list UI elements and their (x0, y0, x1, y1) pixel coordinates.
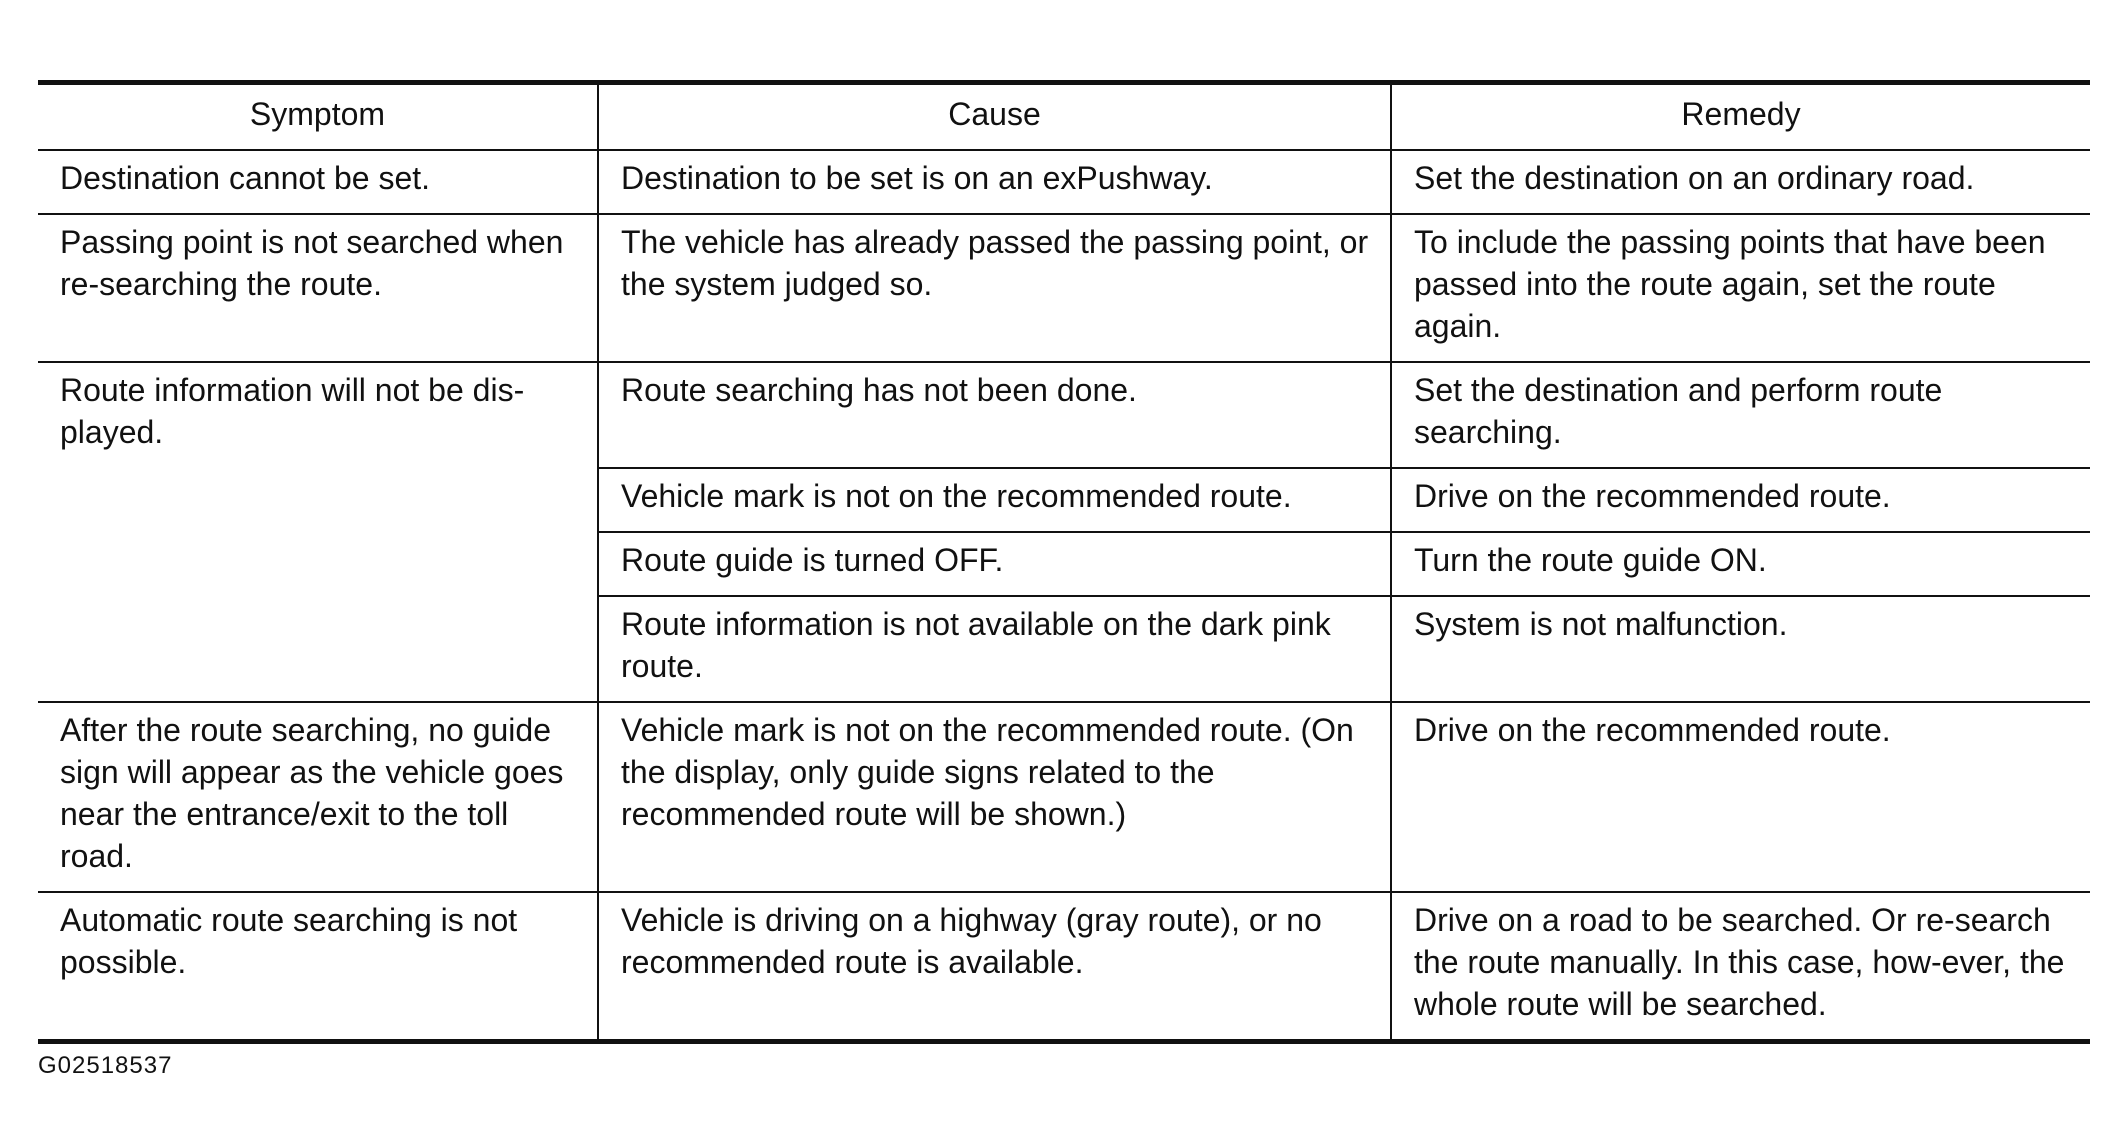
symptom-cell: Passing point is not searched when re-searching the route. (38, 214, 598, 362)
symptom-cell: After the route searching, no guide sign will appear as the vehicle goes near the entrance/exit to the toll road. (38, 702, 598, 892)
table-row (38, 362, 2090, 468)
cause-cell: Vehicle mark is not on the recommended route. (598, 468, 1391, 532)
troubleshooting-table (38, 80, 2090, 1044)
troubleshooting-table-container (38, 80, 2090, 1044)
remedy-cell: System is not malfunction. (1391, 596, 2090, 702)
figure-id-label: G02518537 (38, 1052, 173, 1079)
symptom-cell: Route information will not be dis-played. (38, 362, 598, 702)
remedy-cell: Set the destination on an ordinary road. (1391, 150, 2090, 214)
symptom-cell: Destination cannot be set. (38, 150, 598, 214)
cause-cell: Vehicle mark is not on the recommended route. (On the display, only guide signs related to the recommended route will be shown.) (598, 702, 1391, 892)
header-symptom: Symptom (38, 83, 598, 151)
remedy-cell: To include the passing points that have been passed into the route again, set the route again. (1391, 214, 2090, 362)
cause-cell: Route searching has not been done. (598, 362, 1391, 468)
header-cause: Cause (598, 83, 1391, 151)
cause-cell: Vehicle is driving on a highway (gray route), or no recommended route is available. (598, 892, 1391, 1042)
table-row (38, 214, 2090, 362)
table-row (38, 150, 2090, 214)
remedy-cell: Turn the route guide ON. (1391, 532, 2090, 596)
table-row (38, 892, 2090, 1042)
remedy-cell: Drive on the recommended route. (1391, 468, 2090, 532)
cause-cell: The vehicle has already passed the passing point, or the system judged so. (598, 214, 1391, 362)
symptom-cell: Automatic route searching is not possible. (38, 892, 598, 1042)
cause-cell: Destination to be set is on an exPushway. (598, 150, 1391, 214)
remedy-cell: Drive on a road to be searched. Or re-search the route manually. In this case, how-ever, the whole route will be searched. (1391, 892, 2090, 1042)
cause-cell: Route information is not available on the dark pink route. (598, 596, 1391, 702)
table-row (38, 702, 2090, 892)
remedy-cell: Set the destination and perform route searching. (1391, 362, 2090, 468)
header-remedy: Remedy (1391, 83, 2090, 151)
cause-cell: Route guide is turned OFF. (598, 532, 1391, 596)
header-row (38, 83, 2090, 151)
remedy-cell: Drive on the recommended route. (1391, 702, 2090, 892)
